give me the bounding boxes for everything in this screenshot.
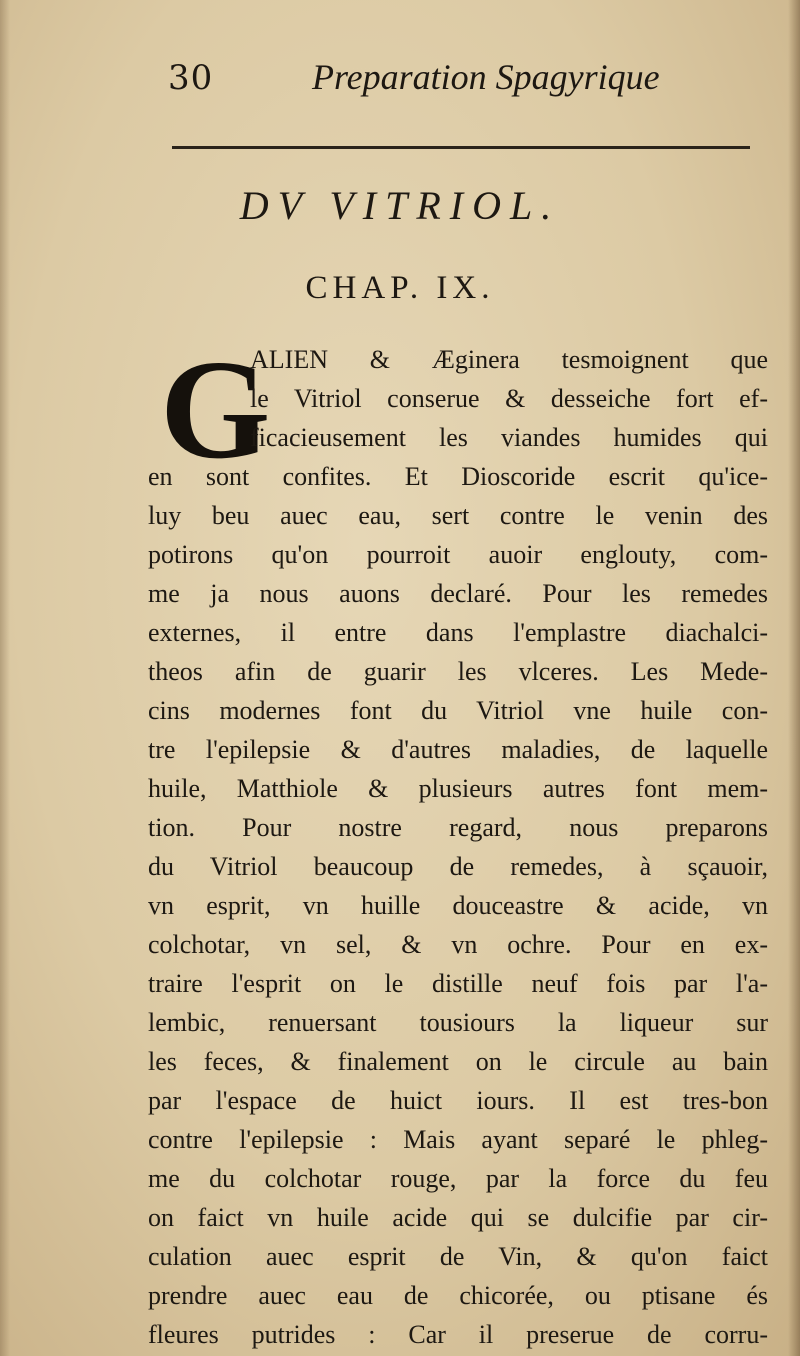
- text-line: ALIEN & Æginera tesmoignent que: [250, 345, 768, 374]
- text-line: traire l'esprit on le distille neuf fois par l'a-: [148, 969, 768, 998]
- text-line: externes, il entre dans l'emplastre diachalci-: [148, 618, 768, 647]
- text-line: contre l'epilepsie : Mais ayant separé le phleg-: [148, 1125, 768, 1154]
- text-line: prendre auec eau de chicorée, ou ptisane és: [148, 1281, 768, 1310]
- text-line: cins modernes font du Vitriol vne huile con-: [148, 696, 768, 725]
- running-head: Preparation Spagyrique: [312, 57, 660, 97]
- text-line: me ja nous auons declaré. Pour les remedes: [148, 579, 768, 608]
- text-line: potirons qu'on pourroit auoir englouty, com-: [148, 540, 768, 569]
- text-line: vn esprit, vn huille douceastre & acide, vn: [148, 891, 768, 920]
- header-rule: [172, 146, 750, 149]
- text-line: fleures putrides : Car il preserue de corru-: [148, 1320, 768, 1349]
- text-line: tre l'epilepsie & d'autres maladies, de laquelle: [148, 735, 768, 764]
- text-line: culation auec esprit de Vin, & qu'on faict: [148, 1242, 768, 1271]
- text-line: ficacieusement les viandes humides qui: [250, 423, 768, 452]
- section-title: DV VITRIOL.: [239, 183, 561, 228]
- text-line: les feces, & finalement on le circule au bain: [148, 1047, 768, 1076]
- text-line: me du colchotar rouge, par la force du feu: [148, 1164, 768, 1193]
- text-line: colchotar, vn sel, & vn ochre. Pour en ex-: [148, 930, 768, 959]
- chapter-title: CHAP. IX.: [305, 270, 495, 306]
- text-line: theos afin de guarir les vlceres. Les Mede-: [148, 657, 768, 686]
- drop-cap: G: [160, 330, 271, 488]
- text-line: on faict vn huile acide qui se dulcifie par cir-: [148, 1203, 768, 1232]
- text-line: par l'espace de huict iours. Il est tres-bon: [148, 1086, 768, 1115]
- text-line: huile, Matthiole & plusieurs autres font mem-: [148, 774, 768, 803]
- page-number: 30: [168, 58, 214, 98]
- text-line: le Vitriol conserue & desseiche fort ef-: [250, 384, 768, 413]
- text-line: luy beu auec eau, sert contre le venin des: [148, 501, 768, 530]
- text-line: en sont confites. Et Dioscoride escrit qu'ice-: [148, 462, 768, 491]
- text-line: tion. Pour nostre regard, nous preparons: [148, 813, 768, 842]
- text-line: du Vitriol beaucoup de remedes, à sçauoir,: [148, 852, 768, 881]
- text-line: lembic, renuersant tousiours la liqueur sur: [148, 1008, 768, 1037]
